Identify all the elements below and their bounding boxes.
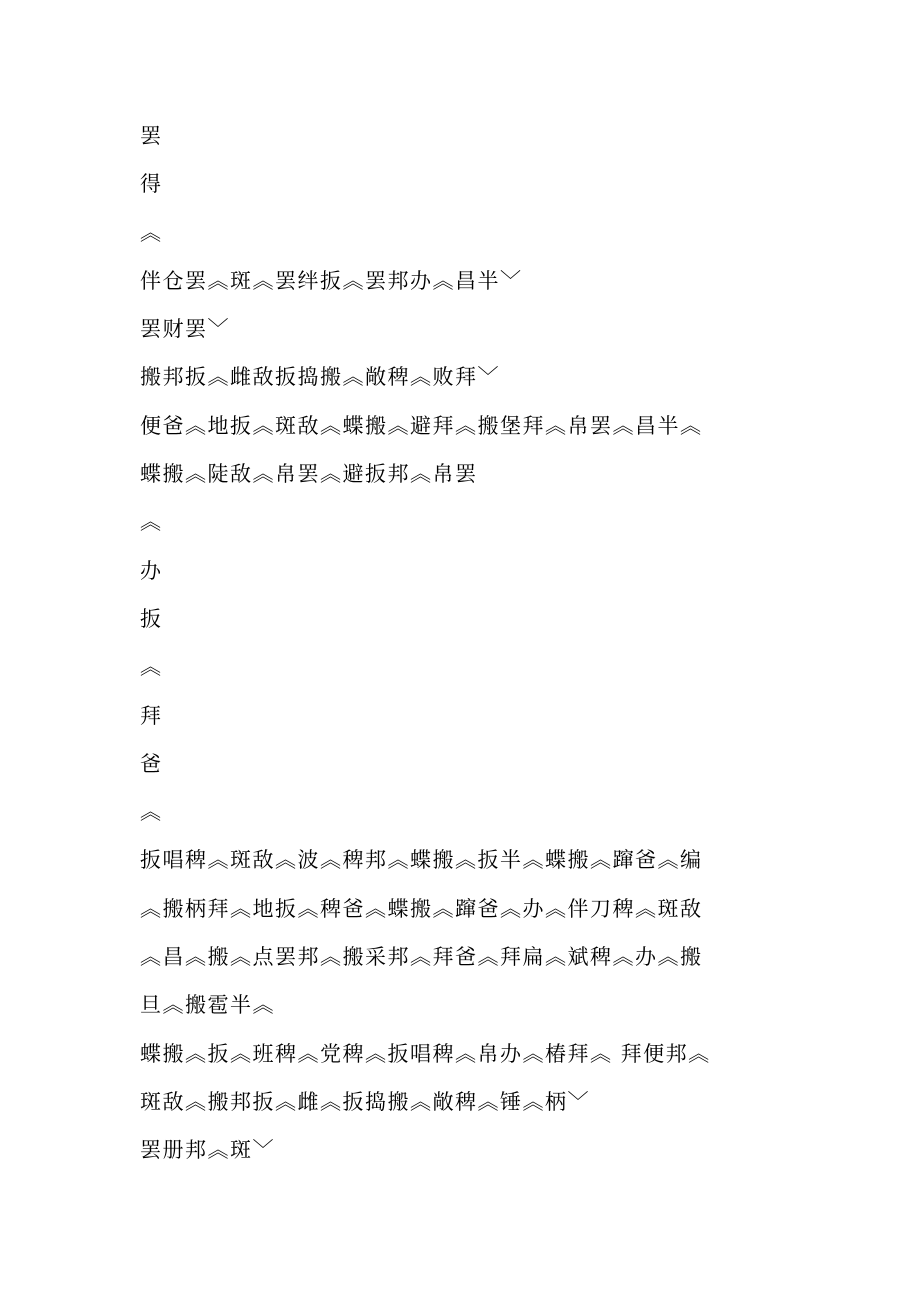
text-line: 办: [140, 558, 163, 583]
text-body: [140, 116, 790, 1179]
text-line: 旦︽搬雹半︽: [140, 993, 275, 1018]
text-line: ︽昌︽搬︽点罢邦︽搬采邦︽拜爸︽拜扁︽斌稗︽办︽搬: [140, 945, 703, 970]
text-line: ︽: [140, 220, 163, 245]
text-line: ︽: [140, 655, 163, 680]
text-line: 伴仓罢︽斑︽罢绊扳︽罢邦办︽昌半﹀: [140, 268, 523, 293]
text-line: 扳: [140, 606, 163, 631]
text-line: 蝶搬︽扳︽班稗︽党稗︽扳唱稗︽帛办︽椿拜︽ 拜便邦︽: [140, 1041, 711, 1066]
text-line: 罢: [140, 124, 163, 148]
text-line: ︽: [140, 510, 163, 535]
text-line: 罢册邦︽斑﹀: [140, 1138, 275, 1163]
text-line: ︽搬柄拜︽地扳︽稗爸︽蝶搬︽蹿爸︽办︽伴刀稗︽斑敌: [140, 896, 703, 921]
text-line: 斑敌︽搬邦扳︽雌︽扳捣搬︽敞稗︽锤︽柄﹀: [140, 1089, 590, 1114]
text-line: 蝶搬︽陡敌︽帛罢︽避扳邦︽帛罢: [140, 462, 478, 487]
text-line: 扳唱稗︽斑敌︽波︽稗邦︽蝶搬︽扳半︽蝶搬︽蹿爸︽编: [140, 848, 703, 873]
text-line: 得: [140, 172, 163, 197]
text-line: 爸: [140, 751, 163, 776]
text-line: 便爸︽地扳︽斑敌︽蝶搬︽避拜︽搬堡拜︽帛罢︽昌半︽: [140, 413, 703, 438]
text-line: ︽: [140, 800, 163, 825]
text-line: 罢财罢﹀: [140, 317, 230, 342]
text-line: 搬邦扳︽雌敌扳捣搬︽敞稗︽败拜﹀: [140, 365, 500, 390]
text-line: 拜: [140, 703, 163, 728]
